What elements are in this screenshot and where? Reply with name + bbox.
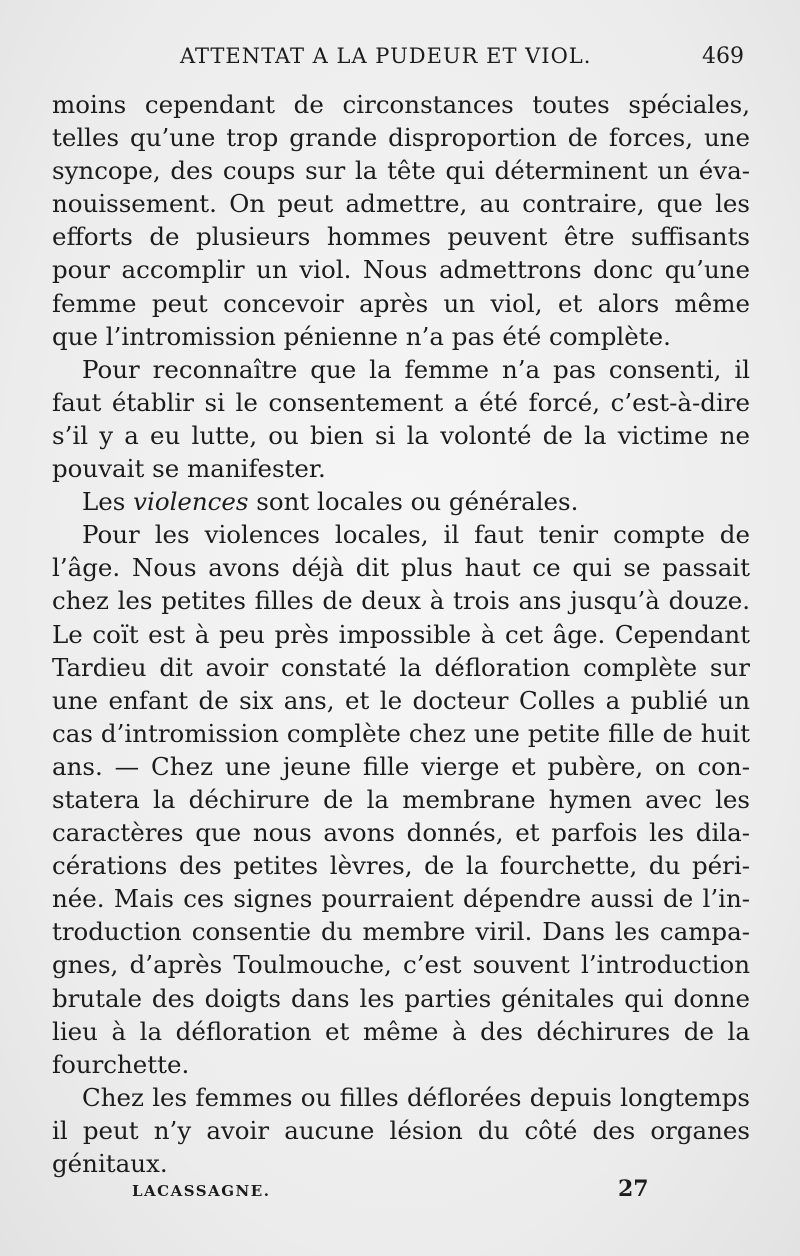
text-line: ans. — Chez une jeune fille vierge et pubère, on con- — [52, 751, 750, 781]
text-line: Le coït est à peu près impossible à cet âge. Cependant — [52, 619, 750, 649]
text-line: génitaux. — [52, 1149, 168, 1178]
paragraph-3 — [52, 485, 750, 518]
text-line — [52, 485, 750, 518]
text-line: brutale des doigts dans les parties génitales qui donne — [52, 983, 750, 1013]
page-footer — [50, 1178, 750, 1212]
text-line: Chez les femmes ou filles déflorées depuis longtemps — [82, 1082, 750, 1112]
text-line: syncope, des coups sur la tête qui déterminent un éva- — [52, 156, 750, 186]
text-line: cérations des petites lèvres, de la fourchette, du péri- — [52, 851, 750, 881]
text-line: lieu à la défloration et même à des déchirures de la — [52, 1016, 750, 1046]
text-line: femme peut concevoir après un viol, et alors même — [52, 288, 750, 318]
text-line: efforts de plusieurs hommes peuvent être suffisants — [52, 222, 750, 252]
text-line: troduction consentie du membre viril. Dans les campa- — [52, 917, 750, 947]
text-fragment: sont locales ou générales. — [248, 487, 579, 517]
text-line: pouvait se manifester. — [52, 454, 326, 484]
text-line: s’il y a eu lutte, ou bien si la volonté de la victime ne — [52, 420, 750, 450]
page-header — [50, 44, 750, 80]
paragraph-1 — [52, 88, 750, 353]
text-line: nouissement. On peut admettre, au contraire, que les — [52, 189, 750, 219]
text-line: il peut n’y avoir aucune lésion du côté des organes — [52, 1115, 750, 1145]
italic-term: violences — [133, 487, 249, 517]
text-line: fourchette. — [52, 1049, 190, 1079]
text-line: Tardieu dit avoir constaté la défloration complète sur — [52, 652, 750, 682]
body-text — [52, 88, 750, 1180]
running-head: ATTENTAT A LA PUDEUR ET VIOL. — [180, 44, 592, 68]
text-line: moins cependant de circonstances toutes spéciales, — [52, 90, 750, 119]
paragraph-2 — [52, 353, 750, 485]
text-line: gnes, d’après Toulmouche, c’est souvent l’introduction — [52, 950, 750, 980]
text-line: telles qu’une trop grande disproportion de forces, une — [52, 123, 750, 153]
text-line: pour accomplir un viol. Nous admettrons donc qu’une — [52, 255, 750, 285]
text-line: Pour les violences locales, il faut tenir compte de — [82, 520, 750, 550]
printer-signature: LACASSAGNE. — [132, 1182, 271, 1200]
text-line: Pour reconnaître que la femme n’a pas consenti, il — [82, 354, 750, 384]
text-line: cas d’intromission complète chez une petite fille de huit — [52, 718, 750, 748]
text-fragment: Les — [82, 487, 134, 517]
text-line: caractères que nous avons donnés, et parfois les dila- — [52, 818, 750, 848]
text-line: née. Mais ces signes pourraient dépendre aussi de l’in- — [52, 884, 750, 914]
text-line: chez les petites filles de deux à trois ans jusqu’à douze. — [52, 586, 750, 616]
text-line: faut établir si le consentement a été forcé, c’est-à-dire — [52, 387, 750, 417]
signature-number: 27 — [618, 1176, 649, 1202]
paragraph-4 — [52, 518, 750, 1081]
text-line: que l’intromission pénienne n’a pas été complète. — [52, 321, 671, 351]
paragraph-5 — [52, 1081, 750, 1180]
text-line: statera la déchirure de la membrane hymen avec les — [52, 784, 750, 814]
page-number: 469 — [702, 44, 744, 69]
text-line: une enfant de six ans, et le docteur Colles a publié un — [52, 685, 750, 715]
text-line: l’âge. Nous avons déjà dit plus haut ce qui se passait — [52, 553, 750, 583]
